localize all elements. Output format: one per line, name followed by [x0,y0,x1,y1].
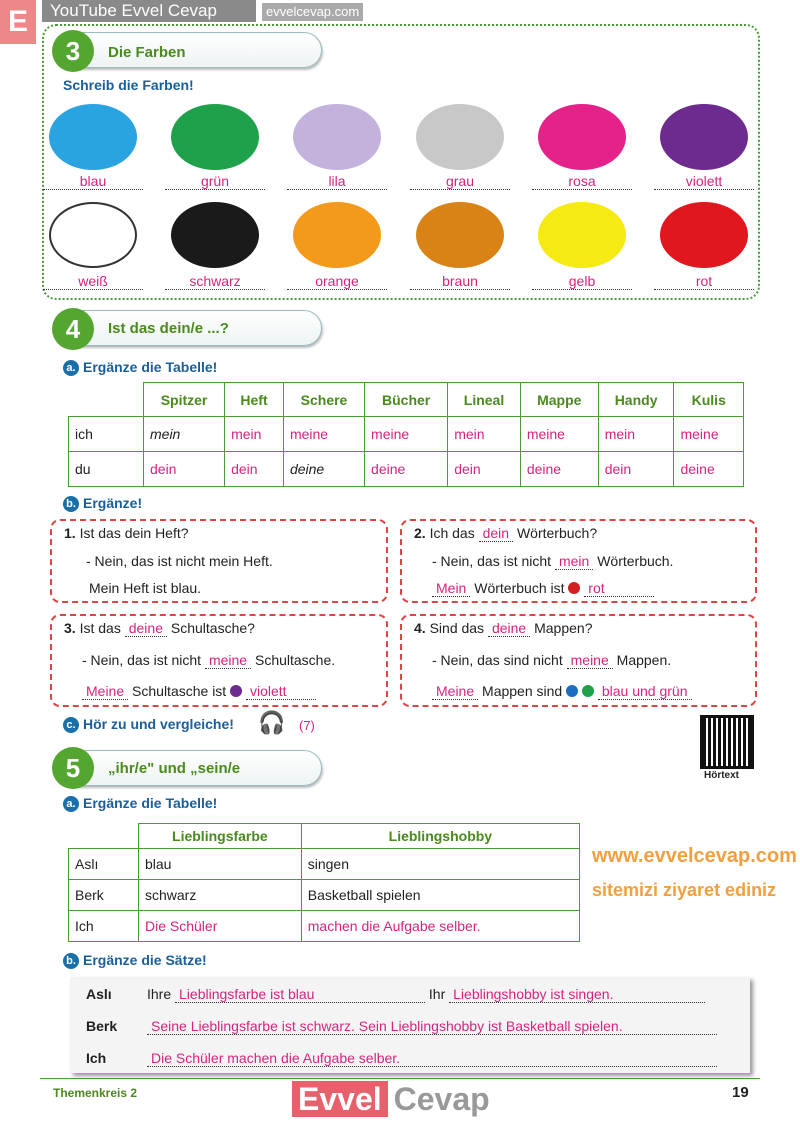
row-label: Berk [69,880,139,911]
logo-part: Evvel [292,1081,388,1117]
text: Ihre [147,986,172,1002]
answer: Mein [432,580,470,597]
cell: blau [139,849,302,880]
column-header: Lieblingshobby [301,824,579,849]
diagonal-watermark: www.evvelcevap.com [592,845,797,867]
row-label: Berk [86,1018,118,1034]
answer: meine [205,652,251,669]
color-label: gelb [532,273,632,290]
color-label: weiß [43,273,143,290]
text: - Nein, das ist nicht [82,652,202,668]
row-label: Aslı [86,986,112,1002]
letter-badge: a. [63,360,79,376]
table-row [69,880,580,911]
row-label: ich [69,417,144,452]
bottom-logo [292,1080,490,1118]
color-label: violett [654,173,754,190]
headphones-icon: 🎧 [258,710,286,735]
text: Ich das [429,525,475,541]
section-number: 3 [52,30,94,72]
row-label: Aslı [69,849,139,880]
answer: rot [584,580,654,597]
cell: dein [598,452,674,487]
cell: meine [674,417,744,452]
answer: blau und grün [598,683,692,700]
answer-line: Mein Heft ist blau. [89,580,202,596]
text: Schultasche ist [132,683,227,699]
text: Wörterbuch ist [474,580,565,596]
table-row [69,911,580,942]
page-number: 19 [732,1084,749,1101]
qr-label: Hörtext [704,770,740,781]
answer: Meine [82,683,128,700]
color-swatch [293,202,381,268]
color-label: rosa [532,173,632,190]
instruction: Ergänze! [83,495,143,511]
color-swatch [171,104,259,170]
color-swatch [538,104,626,170]
color-label: lila [287,173,387,190]
color-label: braun [410,273,510,290]
text: Mappen. [616,652,672,668]
column-header: Lineal [448,383,521,417]
cell: deine [365,452,448,487]
answer: violett [246,683,316,700]
cell: mein [144,417,225,452]
cell: singen [301,849,579,880]
letter-badge: a. [63,796,79,812]
row-label: Ich [86,1050,107,1066]
watermark-label: YouTube Evvel Cevap [42,0,256,22]
cell: meine [283,417,364,452]
cell: schwarz [139,880,302,911]
answer: Lieblingsfarbe ist blau [175,986,425,1003]
color-swatch [660,202,748,268]
table-row [69,417,744,452]
cell: deine [283,452,364,487]
cell: dein [144,452,225,487]
section-3-header [60,32,322,68]
color-swatch [171,202,259,268]
track-number: (7) [299,718,315,733]
color-swatch [49,202,137,268]
cell: mein [598,417,674,452]
text: Schultasche. [254,652,336,668]
answer: Lieblingshobby ist singen. [449,986,705,1003]
answer: deine [488,620,530,637]
cell: meine [365,417,448,452]
answer: deine [125,620,167,637]
color-swatch [416,104,504,170]
answer: dein [479,525,513,542]
letter-badge: c. [63,717,79,733]
cell: mein [225,417,284,452]
color-dot [566,685,578,697]
cell: mein [448,417,521,452]
color-dot [230,685,242,697]
answer: mein [555,553,593,570]
item-number: 2. [414,525,426,541]
instruction: Schreib die Farben! [63,77,194,93]
text: Wörterbuch? [516,525,598,541]
section-number: 5 [52,747,94,789]
letter-badge: b. [63,953,79,969]
column-header: Mappe [520,383,598,417]
diagonal-watermark-2: sitemizi ziyaret ediniz [592,880,777,900]
logo-badge: E [0,0,36,44]
color-swatch [49,104,137,170]
favorites-table [68,823,580,942]
instruction: Ergänze die Tabelle! [83,359,218,375]
cell: deine [674,452,744,487]
cell: dein [225,452,284,487]
text: Ihr [428,986,446,1002]
item-number: 3. [64,620,76,636]
logo-part: Cevap [393,1081,490,1117]
cell: deine [520,452,598,487]
section-title: „ihr/e" und „sein/e [108,760,241,777]
column-header: Handy [598,383,674,417]
column-header: Spitzer [144,383,225,417]
text: - Nein, das ist nicht [432,553,552,569]
text: Schultasche? [170,620,255,636]
color-swatch [293,104,381,170]
text: Mappen sind [482,683,563,699]
watermark-site: evvelcevap.com [262,3,363,21]
instruction: Ergänze die Tabelle! [83,795,218,811]
column-header: Bücher [365,383,448,417]
color-dot [582,685,594,697]
answer: Meine [432,683,478,700]
section-title: Ist das dein/e ...? [108,320,229,337]
column-header: Heft [225,383,284,417]
cell: meine [520,417,598,452]
unit-label: Themenkreis 2 [53,1086,138,1100]
color-swatch [660,104,748,170]
instruction: Hör zu und vergleiche! [83,716,234,732]
color-label: orange [287,273,387,290]
color-swatch [416,202,504,268]
column-header: Lieblingsfarbe [139,824,302,849]
color-label: rot [654,273,754,290]
color-label: grün [165,173,265,190]
possessive-table [68,382,744,487]
section-number: 4 [52,308,94,350]
text: Sind das [429,620,485,636]
qr-code[interactable] [700,715,754,769]
row-label: du [69,452,144,487]
cell: dein [448,452,521,487]
color-label: blau [43,173,143,190]
section-title: Die Farben [108,44,186,61]
cell: machen die Aufgabe selber. [301,911,579,942]
column-header: Schere [283,383,364,417]
answer: meine [567,652,613,669]
column-header: Kulis [674,383,744,417]
text: - Nein, das sind nicht [432,652,563,668]
cell: Basketball spielen [301,880,579,911]
question: Ist das dein Heft? [79,525,189,541]
color-label: grau [410,173,510,190]
table-row [69,452,744,487]
row-label: Ich [69,911,139,942]
item-number: 4. [414,620,426,636]
letter-badge: b. [63,496,79,512]
color-swatch [538,202,626,268]
table-row [69,849,580,880]
text: Wörterbuch. [597,553,674,569]
footer-divider [40,1078,760,1079]
answer-line: - Nein, das ist nicht mein Heft. [86,553,273,569]
item-number: 1. [64,525,76,541]
color-dot [568,582,580,594]
answer: Die Schüler machen die Aufgabe selber. [147,1050,717,1067]
text: Mappen? [534,620,593,636]
answer: Seine Lieblingsfarbe ist schwarz. Sein Lieblingshobby ist Basketball spielen. [147,1018,717,1035]
text: Ist das [79,620,121,636]
cell: Die Schüler [139,911,302,942]
color-label: schwarz [165,273,265,290]
instruction: Ergänze die Sätze! [83,952,207,968]
